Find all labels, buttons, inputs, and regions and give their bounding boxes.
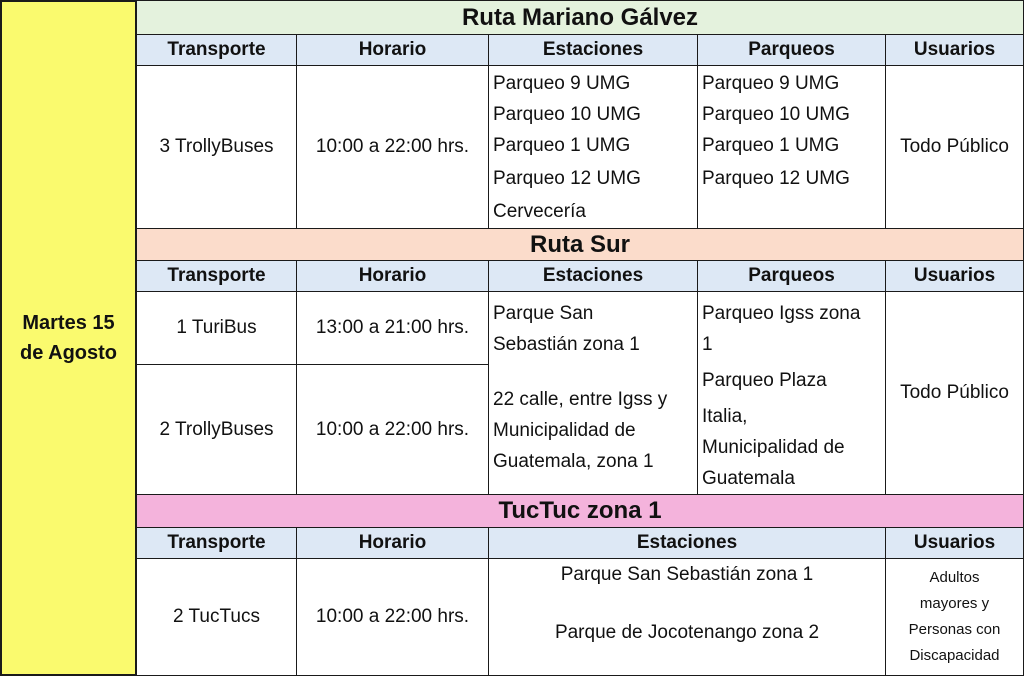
route2-estacion: Sebastián zona 1 bbox=[493, 334, 640, 355]
route1-transporte: 3 TrollyBuses bbox=[136, 65, 297, 229]
route2-estacion: Guatemala, zona 1 bbox=[493, 451, 654, 472]
header-estaciones: Estaciones bbox=[488, 527, 886, 559]
route2-estacion: Parque San bbox=[493, 303, 594, 324]
route1-parqueo: Parqueo 10 UMG bbox=[702, 104, 850, 125]
route1-estacion: Parqueo 10 UMG bbox=[493, 104, 641, 125]
date-line-1: Martes 15 bbox=[22, 312, 115, 334]
route2-parqueo: Guatemala bbox=[702, 468, 795, 489]
route2-transporte-turibus: 1 TuriBus bbox=[136, 291, 297, 365]
route3-estacion: Parque San Sebastián zona 1 bbox=[560, 564, 814, 585]
header-parqueos: Parqueos bbox=[697, 34, 886, 66]
header-usuarios: Usuarios bbox=[885, 34, 1024, 66]
route1-usuarios: Todo Público bbox=[885, 65, 1024, 229]
route1-parqueos bbox=[697, 65, 886, 229]
route2-parqueo: Municipalidad de bbox=[702, 437, 845, 458]
route1-estaciones bbox=[488, 65, 698, 229]
header-horario: Horario bbox=[296, 34, 489, 66]
route-title-ruta-sur: Ruta Sur bbox=[136, 228, 1024, 261]
route3-usuario-line: Adultos bbox=[929, 569, 980, 586]
route1-estacion: Parqueo 12 UMG bbox=[493, 168, 641, 189]
route3-transporte: 2 TucTucs bbox=[136, 558, 297, 676]
header-horario: Horario bbox=[296, 527, 489, 559]
date-line-2: de Agosto bbox=[19, 342, 118, 364]
header-usuarios: Usuarios bbox=[885, 527, 1024, 559]
header-estaciones: Estaciones bbox=[488, 34, 698, 66]
route2-estaciones bbox=[488, 291, 698, 495]
route-title-tuctuc: TucTuc zona 1 bbox=[136, 494, 1024, 528]
header-usuarios: Usuarios bbox=[885, 260, 1024, 292]
route1-estacion: Parqueo 9 UMG bbox=[493, 73, 631, 94]
date-cell bbox=[0, 0, 137, 676]
route2-parqueo: 1 bbox=[702, 334, 713, 355]
route2-horario-trollybuses: 10:00 a 22:00 hrs. bbox=[296, 364, 489, 495]
header-parqueos: Parqueos bbox=[697, 260, 886, 292]
header-transporte: Transporte bbox=[136, 34, 297, 66]
route1-estacion: Cervecería bbox=[493, 201, 586, 222]
route1-parqueo: Parqueo 12 UMG bbox=[702, 168, 850, 189]
route2-parqueos bbox=[697, 291, 886, 495]
route2-parqueo: Italia, bbox=[702, 406, 748, 427]
route3-horario: 10:00 a 22:00 hrs. bbox=[296, 558, 489, 676]
route2-estacion: Municipalidad de bbox=[493, 420, 636, 441]
route2-usuarios: Todo Público bbox=[885, 291, 1024, 495]
route1-parqueo: Parqueo 1 UMG bbox=[702, 135, 840, 156]
route2-horario-turibus: 13:00 a 21:00 hrs. bbox=[296, 291, 489, 365]
header-transporte: Transporte bbox=[136, 260, 297, 292]
route1-estacion: Parqueo 1 UMG bbox=[493, 135, 631, 156]
header-horario: Horario bbox=[296, 260, 489, 292]
route2-parqueo: Parqueo Plaza bbox=[702, 370, 827, 391]
route3-usuario-line: Personas con bbox=[908, 621, 1001, 638]
route3-usuarios bbox=[885, 558, 1024, 676]
route3-estaciones bbox=[488, 558, 886, 676]
route3-usuario-line: mayores y bbox=[919, 595, 990, 612]
route2-transporte-trollybuses: 2 TrollyBuses bbox=[136, 364, 297, 495]
header-transporte: Transporte bbox=[136, 527, 297, 559]
route-title-mariano-galvez: Ruta Mariano Gálvez bbox=[136, 0, 1024, 35]
route3-estacion: Parque de Jocotenango zona 2 bbox=[554, 622, 820, 643]
route2-estacion: 22 calle, entre Igss y bbox=[493, 389, 668, 410]
route2-parqueo: Parqueo Igss zona bbox=[702, 303, 861, 324]
header-estaciones: Estaciones bbox=[488, 260, 698, 292]
route1-horario: 10:00 a 22:00 hrs. bbox=[296, 65, 489, 229]
route1-parqueo: Parqueo 9 UMG bbox=[702, 73, 840, 94]
route3-usuario-line: Discapacidad bbox=[909, 647, 1000, 664]
